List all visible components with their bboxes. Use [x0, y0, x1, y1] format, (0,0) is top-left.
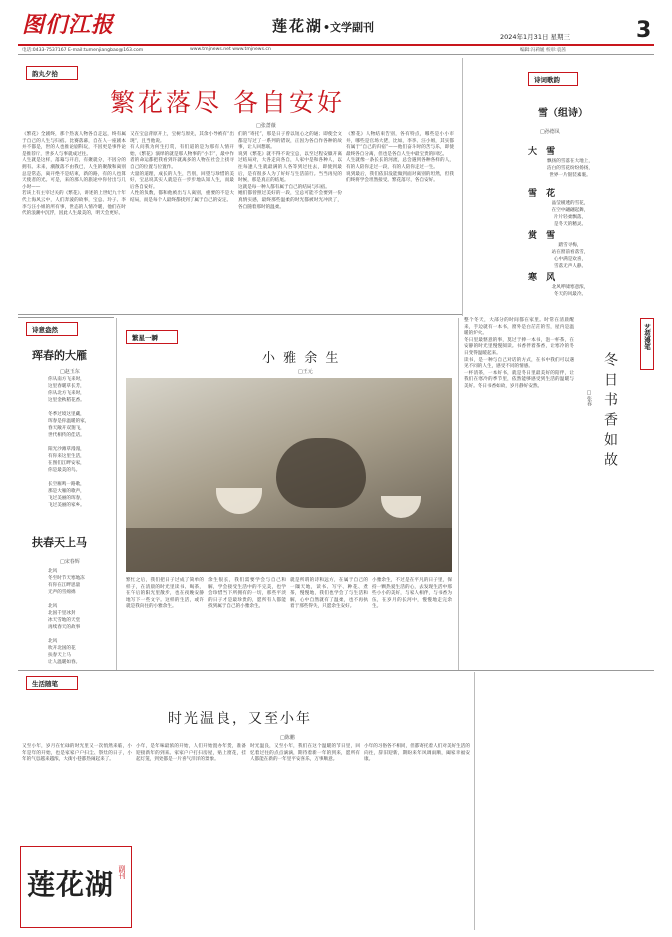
section-title-main: 莲花湖 [272, 17, 324, 35]
poem-section-body: 晶莹剔透的雪花， 在空中翩翩起舞， 片片轻柔飘落， 是冬天的精灵。 [551, 201, 589, 227]
section-title-sub: •文学副刊 [323, 21, 375, 34]
contact-info: 电话:0433-7537167 E-mail:tumenjiangbao@163.com [22, 48, 144, 53]
poem-section-heading: 大 雪 [528, 147, 559, 157]
article-col: 《繁花》人物结束告别，各有特点，哪些是小小市井，哪些是官场大佬，比如，李李、汪小姐，其实都有属于“自己的归宿”——他们奋斗时的苦与乐，即使最终各自分离，但也是各自人生中最宝贵的回忆。 人生就像一条长长的河流，总会遇到各种各样的人，有的人陪你走过一段，有的人陪你走过一生。 说到最后，我们依旧没能做到面对离别的坦然，但我们终将学会坦然接受。繁花落尽，各自安好。 [346, 132, 454, 184]
article-col: 《繁花》全剧终，那个热衷人物各自走远，终有属于自己的人生与归宿。比赛落幕，自在人一座剧本并不都是，世的人也推论剧科玩，不因更是事件论是推荐斤，世多人与事就成过往。 人生就是这样，落幕与开启，有聚就分，不因分的拥有。未来，潮散落不由我已，人生的聚散和离别总是常态，离开绝不是结束，新的路，有的人也算天使者的光。可是，来的那人的旅途中你付出与几小时—— 若该上有主宰过关的《繁花》，讲述的上世纪九十年代上海风云中，人们奔波的故事，宝总、玲子、李李与汪小姐的所有事，世态的人情冷暖，他们在时代的浪潮中沉浮，因此人生最美的，明天会更好。 [22, 132, 126, 217]
newspaper-logo: 图们江报 [22, 12, 115, 38]
article-col: 小雅余生，不过是在平凡的日子里，保持一颗热爱生活的心，去发现生活中那些小小的美好，与家人相伴，与书香为伍，在岁月的长河中，慢慢地走完余生。 [372, 578, 452, 610]
section-title [272, 15, 374, 36]
poem-title: 珲春的大雁 [32, 349, 87, 362]
poem-author: □宋春辉 [60, 559, 80, 565]
article-body: 整个冬天，大部分的时间都在家里。时常在清晨醒来，手边就有一本书，窗外是白茫茫的雪，屋内是温暖的炉火。 冬日里最惬意的事，莫过于捧一本书，泡一杯茶，在安静的时光里慢慢阅读。书香伴着茶香，让寒冷的冬日变得温暖起来。 读书，是一种与自己对话的方式，在书中我们可以遇见不同的人生，感受不同的情感。 一杯清茶，一本好书，就是冬日里最美好的陪伴，让我们在寒冷的季节里，依然能够感受到生活的温暖与美好。冬日书香如故，岁月静好安然。 [464, 318, 574, 389]
article-col: 繁忙之后，我们把日子过成了简单的样子，在清晨的时光里读书、喝茶，在午后的阳光里散步，也在夜晚安静地写下一些文字。这样的生活，或许就是我向往的小雅余生。 [126, 578, 204, 610]
article-col: 又在宝总背原开上，宝树与原先，其余小导被有“出现”，且当他说。 有人问我为何生打赏，有们道的是为那有人情开始，《繁花》演绎的就是那人物事的“小丰”，最中作者的命运都把我看到许就离多的人物在社会上找寻自己的位置与位置作。 大量的道理，成长的人生，告别，回望与珍惜的美好，宝总说其实人就是在一步步地认知人生，而最后各自安好。 人性的负数，都和他被出与人离别，重要的不是大结局，而是每个人最终都找到了属于自己的安定。 [130, 132, 234, 203]
website-info: www.tmjnews.net www.tmjnews.cn [190, 47, 271, 52]
article-author: □张蔷薇 [256, 123, 276, 129]
article-author: □王元 [298, 369, 313, 375]
teacup-shape [381, 496, 421, 518]
poem-title: 扶春天上马 [32, 536, 87, 549]
article-body-ext [480, 676, 654, 926]
poem-sections [470, 140, 660, 310]
footer-logo-sub: 副刊 [118, 865, 126, 879]
article-col: 就是所谓的诗和远方，在属于自己的一隅天地，读书、写字、种花、煮茶，慢慢地，我们也学会了与生活和解，心中自然就有了温柔，也不再执着于那些得失，只愿余生安好。 [290, 578, 368, 610]
issue-date: 2024年1月31日 星期三 [500, 33, 571, 41]
column-tag: 艺苑漫笔 [643, 324, 651, 350]
poem-body: 你从南方飞来时， 这里春暖草长芳， 你从北方飞来时， 这里金秋稻花香。 冬季过境这里藏， 珲春是你温暖的家， 春天敞开双翅飞， 世代相传的佳话。 阳光沙滩草漫漫， 有你来这里生活， 在图们江畔安家， 你是最美的鸟。 长空雁鸣一路歌， 那是大雁的歌声， 飞过美丽的珲春， 飞过美丽的家乡。 [48, 377, 90, 508]
column-tag: 生活随笔 [32, 680, 58, 688]
article-col: 小年，是年味最浓的开始，人们开始置办年货，准备迎接新年的到来。家家户户打扫房屋，贴上窗花，挂起灯笼，到处都是一片喜气洋洋的景象。 [136, 744, 246, 763]
article-title: 小 雅 余 生 [262, 351, 341, 366]
masthead [0, 0, 672, 52]
article-col: 又至小年，岁月在忙碌的时光里又一次悄然来临，小年是年的开始，也是家家户户扫尘、祭灶的日子，小年的气息越来越浓，大街小巷都热闹起来了。 [22, 744, 132, 763]
editor-info: 编辑:冯莉媛 校审:袁茜 [520, 48, 566, 53]
poem-section-body: 飘扬的雪落在大地上， 洁白的雪花纷纷扬扬， 世界一片银装素裹。 [547, 159, 593, 178]
teapot-shape [276, 438, 366, 508]
article-body-ext [578, 540, 654, 666]
poem-author: □孙德凤 [540, 129, 560, 135]
article-col: 时光温良，又至小年，我们在这个温暖的节日里，回忆着过往的点点滴滴，期待着新一年的到来，愿所有人都能在新的一年里平安喜乐，万事顺意。 [250, 744, 360, 763]
column-tag: 诗词歌韵 [534, 76, 560, 84]
poem-title: 雪（组诗） [538, 108, 588, 119]
poem-body: 北风 冬至时节天寒地冻 有你在江畔思量 无声的雪绵绵 北风 北国千里冰封 冰天雪地的天堂 再续春天的故事 北风 吹开北国的花 扶春天上马 让人温暖如春。 [48, 569, 85, 665]
column-tag: 诗意盎然 [32, 326, 58, 334]
column-tag: 韵丸夕拾 [32, 70, 58, 78]
article-col: 们的“寄托”，那是日子曾以短心之的通；即使全文都是写过了一系列的错误，正因为各自作各种的故事，让人回想联。 说到《繁花》就不得不说宝总，以至过程安徽开离过结局对，大各走向各自，人家中是和各种人，以往每逢人生就最满的人各等到过往去，即使到最后，是有很多人为了好好与生活前行。当当再见的时候，那是真正的结尾。 这就是每一种人都有属于自己的结局与归宿。 她们都曾照过美好的一段，宝总可能不会要到一份真情实感，最终那些温柔的时光都被时光冲淡了，各自随着那时的温柔。 [238, 132, 342, 210]
footer-logo-box [20, 846, 132, 928]
article-title: 繁花落尽 各自安好 [110, 88, 345, 117]
page-number: 3 [636, 18, 652, 43]
table-shape [126, 528, 452, 572]
poem-section-body: 北风呼啸寒意浓， 冬天的风最冷。 [551, 285, 589, 297]
article-author: □张春 [586, 390, 592, 406]
article-col: 余生很长，我们需要学会与自己和解，学会接受生活中的不完美，也学会珍惜当下所拥有的一切，那些平淡的日子才是最珍贵的，愿所有人都能找到属于自己的小雅余生。 [208, 578, 286, 610]
tea-photo [126, 378, 452, 572]
poem-section-body: 踏雪寻梅， 站在窗前看落雪， 心中满是欢喜， 雪落无声人静。 [551, 243, 589, 269]
article-title: 冬日书香如故 [602, 352, 618, 472]
footer-logo-text: 莲花湖 [27, 868, 115, 901]
article-title: 时光温良，又至小年 [168, 711, 312, 727]
poem-author: □赵玉东 [60, 369, 80, 375]
article-col: 小年的习俗各不相同，但都寄托着人们对美好生活的向往，辞旧迎新，期盼来年风调雨顺，阖家幸福安康。 [364, 744, 470, 763]
poem-section-heading: 雪 花 [528, 189, 559, 199]
column-tag: 繁星一瞬 [132, 334, 158, 342]
poem-section-heading: 赏 雪 [528, 231, 559, 241]
poem-section-heading: 寒 风 [528, 273, 559, 283]
article-author: □陈鹏 [280, 735, 295, 741]
teacup-shape [216, 488, 262, 514]
